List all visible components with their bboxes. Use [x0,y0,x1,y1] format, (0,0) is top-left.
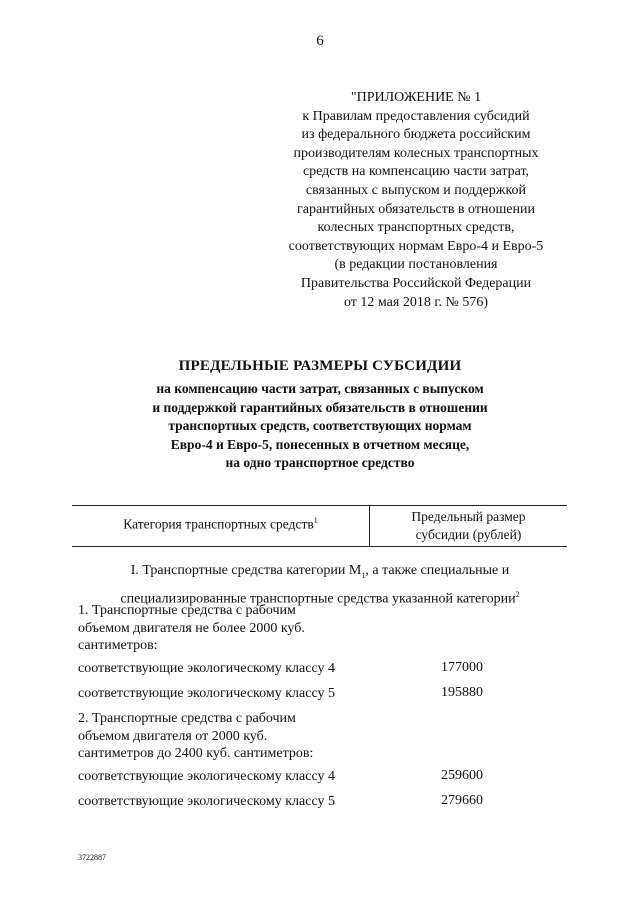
appendix-line: от 12 мая 2018 г. № 576) [343,294,489,310]
row-value: 259600 [441,768,483,783]
subtitle-line: Евро-4 и Евро-5, понесенных в отчетном месяце, [170,436,470,452]
column-header-category [72,516,369,533]
section-line-1 [60,561,580,585]
column-header-subsidy-line: субсидии (рублей) [415,527,522,542]
appendix-line: производителям колесных транспортных [293,145,539,161]
appendix-line: (в редакции постановления [334,257,498,273]
group-heading-line: сантиметров: [78,638,158,653]
subtitle-line: на одно транспортное средство [225,455,415,471]
table-header-bottom-border [72,546,567,547]
group-heading-line: сантиметров до 2400 куб. сантиметров: [78,746,314,761]
subtitle-line: на компенсацию части затрат, связанных с выпуском [156,381,484,396]
appendix-line: "ПРИЛОЖЕНИЕ № 1 [350,90,482,105]
section-line-1-prefix: I. Транспортные средства категории M [130,563,362,578]
column-header-subsidy-line: Предельный размер [411,509,526,524]
group-heading-line: объемом двигателя от 2000 куб. [78,728,268,744]
group-heading-line: 2. Транспортные средства с рабочим [78,711,296,726]
appendix-line: гарантийных обязательств в отношении [297,201,535,217]
row-value: 195880 [441,685,483,700]
appendix-line: из федерального бюджета российским [301,127,531,143]
appendix-line: связанных с выпуском и поддержкой [305,182,527,198]
row-label: соответствующие экологическому классу 5 [78,686,335,701]
appendix-line: Правительства Российской Федерации [300,275,532,291]
column-header-subsidy [370,508,567,544]
document-subtitle [0,380,640,473]
row-label: соответствующие экологическому классу 4 [78,661,335,676]
appendix-line: средств на компенсацию части затрат, [302,164,530,180]
column-header-category-text: Категория транспортных средств [123,516,314,532]
footnote-mark: 1 [313,516,318,525]
row-label: соответствующие экологическому классу 5 [78,794,335,809]
document-title: ПРЕДЕЛЬНЫЕ РАЗМЕРЫ СУБСИДИИ [178,358,462,374]
group-heading-line: объемом двигателя не более 2000 куб. [78,620,305,636]
category-subscript: 1 [361,570,366,580]
row-label: соответствующие экологическому классу 4 [78,769,335,784]
row-value: 177000 [441,660,483,675]
group-heading-line: 1. Транспортные средства с рабочим [78,603,296,618]
appendix-line: колесных транспортных средств, [317,220,515,236]
appendix-header [266,89,566,312]
row-value: 279660 [441,793,483,808]
subtitle-line: транспортных средств, соответствующих нормам [168,418,472,434]
section-line-2-text: специализированные транспортные средства указанной категории [120,591,516,607]
table-top-border [72,505,567,506]
group-heading [78,710,313,763]
footer-document-number: 3722887 [78,853,106,862]
appendix-line: соответствующих нормам Евро-4 и Евро-5 [288,238,544,254]
group-heading [78,602,305,655]
page-number: 6 [316,33,324,49]
footnote-mark: 2 [515,589,520,599]
subtitle-line: и поддержкой гарантийных обязательств в отношении [152,399,488,415]
section-line-1-suffix: , а также специальные и [365,563,510,578]
appendix-line: к Правилам предоставления субсидий [302,108,530,124]
